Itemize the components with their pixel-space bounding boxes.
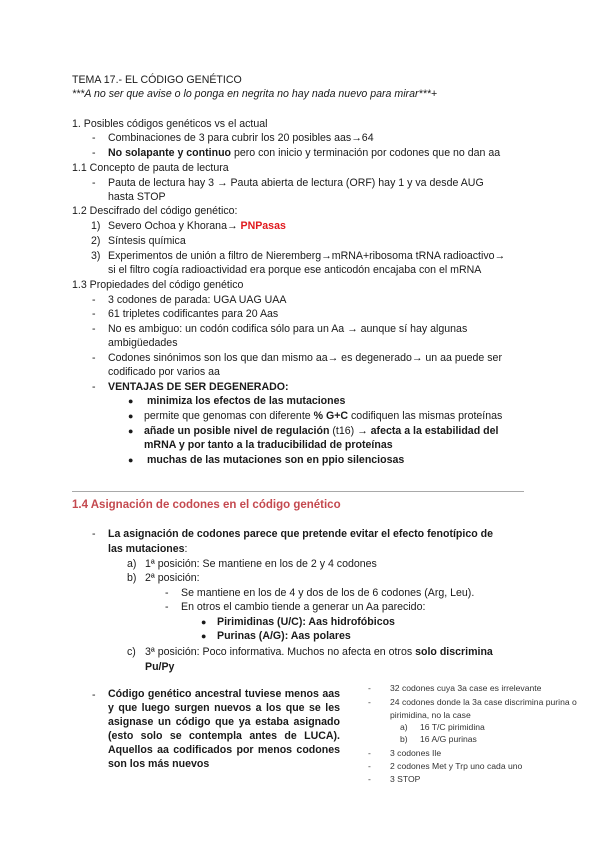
s13-item-2: 61 tripletes codificantes para 20 Aas — [108, 308, 279, 320]
dash-marker: - — [92, 308, 96, 320]
section-1-heading: 1. Posibles códigos genéticos vs el actual — [72, 118, 268, 130]
s11-item-line1: Pauta de lectura hay 3 → Pauta abierta de lectura (ORF) hay 1 y va desde AUG — [108, 177, 484, 189]
right-note-2a: 24 codones donde la 3a case discrimina purina o — [390, 697, 577, 707]
dash-marker: - — [368, 774, 371, 784]
dash-marker: - — [92, 323, 96, 335]
s13-item-1: 3 codones de parada: UGA UAG UAA — [108, 294, 287, 306]
dash-marker: - — [92, 132, 96, 144]
s12-item-1: Severo Ochoa y Khorana→ PNPasas — [108, 220, 286, 232]
ventaja-3-line2: mRNA y por tanto a la traducibilidad de proteínas — [144, 439, 393, 451]
s13-item-3-line1: No es ambiguo: un codón codifica sólo para un Aa → aunque sí hay algunas — [108, 323, 468, 335]
s13-item-3-line2: ambigüedades — [108, 337, 178, 349]
bullet-marker: ● — [128, 455, 134, 465]
s12-number-1: 1) — [91, 220, 101, 232]
s12-item-3-line2: si el filtro cogía radioactividad era porque ese anticodón encajaba con el mRNA — [108, 264, 482, 276]
s13-item-4-line1: Codones sinónimos son los que dan mismo aa→ es degenerado→ un aa puede ser — [108, 352, 502, 364]
dash-marker: - — [92, 147, 96, 159]
dash-marker: - — [92, 177, 96, 189]
dash-marker: - — [368, 761, 371, 771]
right-note-a-label: a) — [400, 722, 408, 732]
s13-item-4-line2: codificado por varios aa — [108, 366, 220, 378]
right-note-b: 16 A/G purinas — [420, 734, 477, 744]
section-1-3-heading: 1.3 Propiedades del código genético — [72, 279, 244, 291]
s12-item-3-line1: Experimentos de unión a filtro de Nieremberg→mRNA+ribosoma tRNA radioactivo→ — [108, 250, 506, 262]
section-1-2-heading: 1.2 Descifrado del código genético: — [72, 205, 238, 217]
document-note: ***A no ser que avise o lo ponga en negrita no hay nada nuevo para mirar***+ — [72, 88, 438, 100]
ancestral-code-paragraph: Código genético ancestral tuviese menos aas y que luego surgen nuevos a los que se les asignase un código que ya estaba asignado (esto solo se contempla antes de LUCA). Aquellos aa codificados por menos codones son los más nuevos — [108, 688, 340, 770]
s11-item-line2: hasta STOP — [108, 191, 166, 203]
bullet-marker: ● — [128, 396, 134, 406]
s14-item-b2: En otros el cambio tiende a generar un Aa parecido: — [181, 601, 426, 613]
right-note-1: 32 codones cuya 3a case es irrelevante — [390, 683, 542, 693]
right-note-2b: pirimidina, no la case — [390, 710, 471, 720]
s14-pirimidinas: Pirimidinas (U/C): Aas hidrofóbicos — [217, 616, 395, 628]
bullet-marker: ● — [201, 617, 207, 627]
section-divider — [72, 491, 524, 492]
right-note-a: 16 T/C pirimidina — [420, 722, 485, 732]
ventajas-heading: VENTAJAS DE SER DEGENERADO: — [108, 381, 289, 393]
right-note-b-label: b) — [400, 734, 408, 744]
s14-item-c-line2: Pu/Py — [145, 661, 175, 673]
s14-item-c-line1: 3ª posición: Poco informativa. Muchos no afecta en otros solo discrimina — [145, 646, 493, 658]
bullet-marker: ● — [201, 631, 207, 641]
right-note-3: 3 codones Ile — [390, 748, 442, 758]
s14-purinas: Purinas (A/G): Aas polares — [217, 630, 351, 642]
s14-intro-line2: las mutaciones: — [108, 543, 188, 555]
ventaja-2: permite que genomas con diferente % G+C codifiquen las mismas proteínas — [144, 410, 503, 422]
s14-intro-line1: La asignación de codones parece que pretende evitar el efecto fenotípico de — [108, 528, 494, 540]
dash-marker: - — [165, 587, 169, 599]
dash-marker: - — [92, 352, 96, 364]
right-note-5: 3 STOP — [390, 774, 421, 784]
bullet-marker: ● — [128, 411, 134, 421]
dash-marker: - — [165, 601, 169, 613]
s14-label-c: c) — [127, 646, 136, 658]
s14-label-a: a) — [127, 558, 137, 570]
section-1-4-heading: 1.4 Asignación de codones en el código genético — [72, 499, 341, 511]
ventaja-1: minimiza los efectos de las mutaciones — [147, 395, 346, 407]
s1-item-2: No solapante y continuo pero con inicio y terminación por codones que no dan aa — [108, 147, 501, 159]
right-note-4: 2 codones Met y Trp uno cada uno — [390, 761, 523, 771]
section-1-1-heading: 1.1 Concepto de pauta de lectura — [72, 162, 229, 174]
dash-marker: - — [92, 528, 96, 540]
document-title: TEMA 17.- EL CÓDIGO GENÉTICO — [72, 74, 242, 86]
dash-marker: - — [92, 381, 96, 393]
s12-item-2: Síntesis química — [108, 235, 186, 247]
bullet-marker: ● — [128, 426, 134, 436]
s14-item-a: 1ª posición: Se mantiene en los de 2 y 4 codones — [145, 558, 377, 570]
s12-number-2: 2) — [91, 235, 101, 247]
s14-item-b: 2ª posición: — [145, 572, 200, 584]
ventaja-4: muchas de las mutaciones son en ppio silenciosas — [147, 454, 405, 466]
ventaja-3-line1: añade un posible nivel de regulación (t16) → afecta a la estabilidad del — [144, 425, 499, 437]
s14-label-b: b) — [127, 572, 137, 584]
s12-number-3: 3) — [91, 250, 101, 262]
dash-marker: - — [92, 689, 96, 701]
s14-item-b1: Se mantiene en los de 4 y dos de los de 6 codones (Arg, Leu). — [181, 587, 475, 599]
dash-marker: - — [368, 748, 371, 758]
dash-marker: - — [92, 294, 96, 306]
dash-marker: - — [368, 683, 371, 693]
dash-marker: - — [368, 697, 371, 707]
s1-item-1: Combinaciones de 3 para cubrir los 20 posibles aas→64 — [108, 132, 374, 144]
